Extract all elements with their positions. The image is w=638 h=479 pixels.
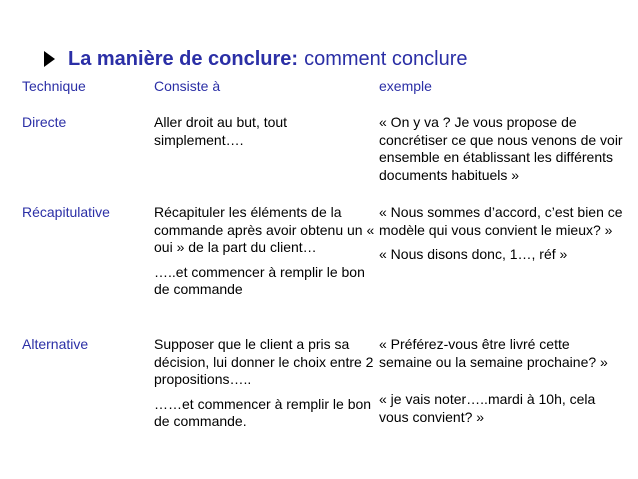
arrow-bullet-icon (44, 51, 55, 67)
header-consists: Consiste à (154, 78, 221, 94)
consists-cell (154, 198, 379, 330)
table-row (0, 198, 638, 330)
closing-techniques-table (0, 70, 638, 431)
example-cell (379, 198, 638, 330)
technique-cell: Alternative (22, 336, 89, 352)
example-text: « Nous disons donc, 1…, réf » (379, 246, 568, 262)
consists-text: Récapituler les éléments de la commande après avoir obtenu un « oui » de la part du client… (154, 204, 375, 255)
consists-text: …..et commencer à remplir le bon de commande (154, 263, 365, 297)
technique-cell: Récapitulative (22, 204, 110, 220)
example-text: « On y va ? Je vous propose de concrétiser ce que nous venons de voir ensemble en établissant les différents documents habituels » (379, 114, 623, 183)
technique-cell: Directe (22, 114, 67, 130)
title-bold: La manière de conclure: (68, 47, 299, 70)
example-cell (379, 100, 638, 198)
consists-text: ……et commencer à remplir le bon de commande. (154, 395, 372, 429)
consists-text: Aller droit au but, tout simplement…. (154, 114, 288, 148)
table-row (0, 100, 638, 198)
consists-text: Supposer que le client a pris sa décision, lui donner le choix entre 2 propositions….. (154, 336, 374, 387)
header-example: exemple (379, 78, 432, 94)
example-text: « Préférez-vous être livré cette semaine ou la semaine prochaine? » (379, 336, 608, 370)
table-header-row (0, 70, 638, 100)
table-row (0, 330, 638, 431)
header-technique: Technique (22, 78, 86, 94)
consists-cell (154, 100, 379, 198)
consists-cell (154, 330, 379, 431)
title-rest: comment conclure (304, 47, 468, 70)
example-text: « je vais noter…..mardi à 10h, cela vous convient? » (379, 391, 596, 425)
example-cell (379, 330, 638, 431)
example-text: « Nous sommes d’accord, c’est bien ce modèle qui vous convient le mieux? » (379, 204, 623, 238)
